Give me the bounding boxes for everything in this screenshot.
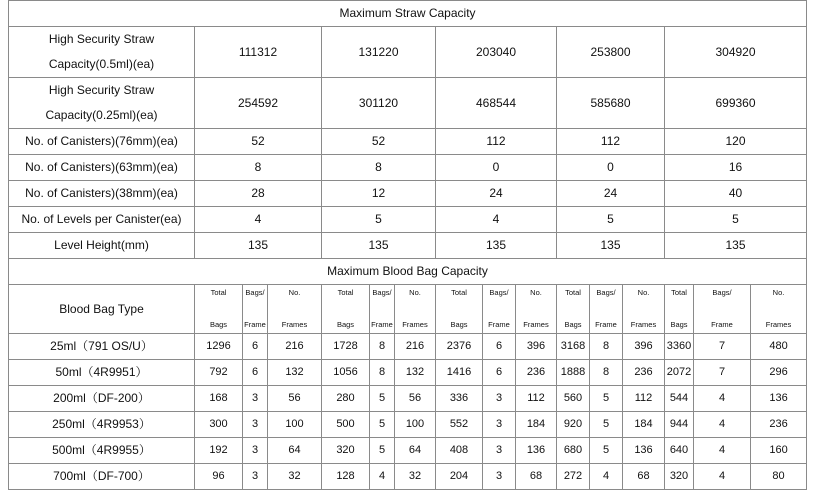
blood-value-cell: 3	[483, 386, 516, 412]
blood-value-cell: 216	[395, 334, 436, 360]
blood-subheader	[243, 285, 268, 334]
blood-value-cell: 5	[590, 412, 623, 438]
straw-value-cell: 0	[557, 155, 665, 181]
blood-subheader	[370, 285, 395, 334]
blood-value-cell: 32	[395, 464, 436, 490]
blood-value-cell: 6	[483, 360, 516, 386]
blood-type-header: Blood Bag Type	[9, 285, 195, 334]
blood-value-cell: 184	[623, 412, 665, 438]
blood-row	[9, 438, 807, 464]
blood-value-cell: 192	[195, 438, 243, 464]
straw-value-cell: 24	[436, 181, 557, 207]
blood-value-cell: 3	[483, 412, 516, 438]
straw-value-cell: 5	[322, 207, 436, 233]
blood-subheader-line2: Bags	[564, 320, 582, 329]
blood-value-cell: 4	[694, 412, 751, 438]
blood-value-cell: 236	[623, 360, 665, 386]
blood-subheader-line1: Total	[671, 288, 687, 297]
blood-subheader-line2: Frame	[244, 320, 266, 329]
blood-value-cell: 8	[590, 334, 623, 360]
blood-value-cell: 7	[694, 334, 751, 360]
blood-value-cell: 6	[243, 360, 268, 386]
straw-value-cell: 52	[322, 129, 436, 155]
blood-subheader	[436, 285, 483, 334]
blood-value-cell: 500	[322, 412, 370, 438]
blood-subheader-line2: Frame	[371, 320, 393, 329]
blood-header-row	[9, 285, 807, 334]
blood-subheader-line1: No.	[637, 288, 650, 297]
blood-subheader	[322, 285, 370, 334]
blood-value-cell: 3360	[665, 334, 694, 360]
blood-value-cell: 792	[195, 360, 243, 386]
blood-value-cell: 300	[195, 412, 243, 438]
blood-subheader-line1: No.	[530, 288, 542, 297]
straw-row-label-line1: No. of Levels per Canister(ea)	[21, 212, 182, 226]
blood-value-cell: 4	[694, 464, 751, 490]
blood-type-label: 50ml（4R9951）	[9, 360, 195, 386]
straw-row	[9, 129, 807, 155]
blood-subheader	[483, 285, 516, 334]
straw-row-label-line1: High Security Straw	[48, 32, 155, 46]
blood-value-cell: 296	[751, 360, 807, 386]
blood-subheader-line2: Frames	[630, 320, 657, 329]
capacity-sheet	[8, 0, 806, 490]
blood-subheader	[623, 285, 665, 334]
blood-subheader	[195, 285, 243, 334]
straw-row-label	[9, 233, 195, 259]
blood-type-label: 700ml（DF-700）	[9, 464, 195, 490]
straw-row	[9, 233, 807, 259]
straw-value-cell: 131220	[322, 27, 436, 78]
straw-value-cell: 135	[436, 233, 557, 259]
straw-row-label-line1: Level Height(mm)	[54, 238, 149, 252]
blood-value-cell: 112	[623, 386, 665, 412]
straw-value-cell: 12	[322, 181, 436, 207]
blood-value-cell: 100	[395, 412, 436, 438]
blood-row	[9, 464, 807, 490]
straw-row-label	[9, 27, 195, 78]
blood-value-cell: 320	[665, 464, 694, 490]
blood-subheader-line2: Bags	[209, 320, 228, 329]
blood-subheader-line1: Total	[210, 288, 227, 297]
blood-subheader-line2: Frames	[402, 320, 428, 329]
straw-value-cell: 111312	[195, 27, 322, 78]
blood-subheader-line2: Frame	[488, 320, 510, 329]
blood-value-cell: 6	[483, 334, 516, 360]
straw-row-label-line1: No. of Canisters)(76mm)(ea)	[25, 134, 178, 148]
straw-value-cell: 8	[322, 155, 436, 181]
blood-subheader-line1: No.	[772, 288, 785, 297]
straw-value-cell: 112	[557, 129, 665, 155]
straw-value-cell: 135	[665, 233, 807, 259]
blood-subheader-line1: No.	[288, 288, 301, 297]
blood-value-cell: 3	[243, 438, 268, 464]
straw-value-cell: 5	[557, 207, 665, 233]
blood-type-label: 250ml（4R9953）	[9, 412, 195, 438]
blood-row	[9, 386, 807, 412]
blood-row	[9, 360, 807, 386]
blood-value-cell: 3	[483, 464, 516, 490]
straw-row-label-line1: No. of Canisters)(63mm)(ea)	[25, 160, 178, 174]
straw-row-label-line1: High Security Straw	[48, 83, 155, 97]
blood-subheader-line1: Bags/	[712, 288, 732, 297]
blood-value-cell: 396	[516, 334, 557, 360]
blood-value-cell: 236	[751, 412, 807, 438]
blood-value-cell: 204	[436, 464, 483, 490]
blood-subheader-line1: Total	[337, 288, 354, 297]
blood-value-cell: 4	[694, 386, 751, 412]
straw-row	[9, 155, 807, 181]
straw-value-cell: 40	[665, 181, 807, 207]
blood-subheader	[751, 285, 807, 334]
straw-row	[9, 181, 807, 207]
blood-subheader-line2: Bags	[670, 320, 688, 329]
straw-value-cell: 254592	[195, 78, 322, 129]
blood-value-cell: 3168	[557, 334, 590, 360]
blood-value-cell: 7	[694, 360, 751, 386]
straw-value-cell: 203040	[436, 27, 557, 78]
blood-value-cell: 3	[483, 438, 516, 464]
blood-type-label: 500ml（4R9955）	[9, 438, 195, 464]
straw-row-label-line2: Capacity(0.25ml)(ea)	[45, 108, 158, 122]
blood-subheader-line1: No.	[409, 288, 421, 297]
blood-value-cell: 56	[395, 386, 436, 412]
straw-value-cell: 135	[195, 233, 322, 259]
blood-value-cell: 944	[665, 412, 694, 438]
blood-value-cell: 1728	[322, 334, 370, 360]
straw-section-title: Maximum Straw Capacity	[9, 1, 807, 27]
straw-value-cell: 135	[557, 233, 665, 259]
blood-subheader-line1: Bags/	[372, 288, 392, 297]
blood-value-cell: 4	[590, 464, 623, 490]
blood-row	[9, 412, 807, 438]
blood-subheader	[268, 285, 322, 334]
straw-row-label-line1: No. of Canisters)(38mm)(ea)	[25, 186, 178, 200]
blood-value-cell: 544	[665, 386, 694, 412]
blood-value-cell: 80	[751, 464, 807, 490]
blood-value-cell: 6	[243, 334, 268, 360]
blood-value-cell: 136	[516, 438, 557, 464]
blood-value-cell: 68	[516, 464, 557, 490]
blood-subheader-line2: Bags	[336, 320, 355, 329]
straw-value-cell: 4	[436, 207, 557, 233]
blood-value-cell: 4	[694, 438, 751, 464]
straw-value-cell: 585680	[557, 78, 665, 129]
blood-value-cell: 68	[623, 464, 665, 490]
blood-value-cell: 396	[623, 334, 665, 360]
blood-value-cell: 480	[751, 334, 807, 360]
blood-value-cell: 320	[322, 438, 370, 464]
straw-value-cell: 24	[557, 181, 665, 207]
blood-value-cell: 280	[322, 386, 370, 412]
straw-value-cell: 0	[436, 155, 557, 181]
straw-row	[9, 27, 807, 78]
blood-value-cell: 236	[516, 360, 557, 386]
blood-subheader-line2: Frames	[281, 320, 308, 329]
blood-value-cell: 3	[243, 386, 268, 412]
blood-value-cell: 1056	[322, 360, 370, 386]
straw-value-cell: 699360	[665, 78, 807, 129]
blood-value-cell: 168	[195, 386, 243, 412]
blood-value-cell: 128	[322, 464, 370, 490]
straw-row-label	[9, 155, 195, 181]
blood-value-cell: 272	[557, 464, 590, 490]
blood-value-cell: 5	[370, 412, 395, 438]
blood-value-cell: 680	[557, 438, 590, 464]
blood-subheader	[557, 285, 590, 334]
blood-value-cell: 136	[751, 386, 807, 412]
blood-value-cell: 160	[751, 438, 807, 464]
blood-value-cell: 5	[370, 386, 395, 412]
blood-value-cell: 216	[268, 334, 322, 360]
blood-value-cell: 1888	[557, 360, 590, 386]
straw-value-cell: 4	[195, 207, 322, 233]
blood-value-cell: 8	[370, 334, 395, 360]
blood-subheader-line1: Bags/	[596, 288, 616, 297]
blood-value-cell: 920	[557, 412, 590, 438]
blood-subheader-line1: Bags/	[489, 288, 509, 297]
blood-value-cell: 132	[395, 360, 436, 386]
blood-value-cell: 184	[516, 412, 557, 438]
blood-value-cell: 1416	[436, 360, 483, 386]
blood-value-cell: 100	[268, 412, 322, 438]
blood-value-cell: 8	[590, 360, 623, 386]
blood-value-cell: 640	[665, 438, 694, 464]
blood-value-cell: 8	[370, 360, 395, 386]
blood-value-cell: 3	[243, 464, 268, 490]
straw-value-cell: 28	[195, 181, 322, 207]
blood-subheader-line2: Frames	[765, 320, 792, 329]
blood-subheader	[590, 285, 623, 334]
blood-subheader	[694, 285, 751, 334]
straw-row-label	[9, 78, 195, 129]
straw-value-cell: 52	[195, 129, 322, 155]
blood-value-cell: 56	[268, 386, 322, 412]
blood-value-cell: 64	[395, 438, 436, 464]
blood-value-cell: 132	[268, 360, 322, 386]
straw-row	[9, 78, 807, 129]
straw-value-cell: 135	[322, 233, 436, 259]
blood-type-label: 25ml（791 OS/U）	[9, 334, 195, 360]
blood-subheader	[395, 285, 436, 334]
straw-value-cell: 5	[665, 207, 807, 233]
blood-value-cell: 560	[557, 386, 590, 412]
blood-value-cell: 5	[590, 438, 623, 464]
blood-subheader	[665, 285, 694, 334]
blood-type-label: 200ml（DF-200）	[9, 386, 195, 412]
blood-subheader-line1: Total	[565, 288, 581, 297]
straw-value-cell: 468544	[436, 78, 557, 129]
blood-value-cell: 408	[436, 438, 483, 464]
blood-subheader-line2: Frames	[523, 320, 549, 329]
blood-value-cell: 3	[243, 412, 268, 438]
straw-value-cell: 304920	[665, 27, 807, 78]
straw-row-label-line2: Capacity(0.5ml)(ea)	[48, 57, 155, 71]
straw-row-label	[9, 129, 195, 155]
blood-value-cell: 32	[268, 464, 322, 490]
capacity-table	[8, 0, 807, 490]
blood-value-cell: 4	[370, 464, 395, 490]
blood-value-cell: 136	[623, 438, 665, 464]
blood-subheader-line1: Bags/	[245, 288, 265, 297]
blood-value-cell: 1296	[195, 334, 243, 360]
blood-subheader-line1: Total	[451, 288, 467, 297]
straw-value-cell: 16	[665, 155, 807, 181]
straw-value-cell: 8	[195, 155, 322, 181]
blood-value-cell: 5	[370, 438, 395, 464]
straw-row	[9, 207, 807, 233]
straw-row-label	[9, 207, 195, 233]
straw-value-cell: 120	[665, 129, 807, 155]
blood-value-cell: 5	[590, 386, 623, 412]
blood-value-cell: 2376	[436, 334, 483, 360]
blood-subheader	[516, 285, 557, 334]
blood-subheader-line2: Bags	[450, 320, 468, 329]
blood-value-cell: 336	[436, 386, 483, 412]
blood-subheader-line2: Frame	[595, 320, 617, 329]
straw-value-cell: 301120	[322, 78, 436, 129]
straw-row-label	[9, 181, 195, 207]
blood-value-cell: 2072	[665, 360, 694, 386]
blood-value-cell: 96	[195, 464, 243, 490]
blood-value-cell: 64	[268, 438, 322, 464]
blood-section-title: Maximum Blood Bag Capacity	[9, 259, 807, 285]
blood-value-cell: 112	[516, 386, 557, 412]
blood-value-cell: 552	[436, 412, 483, 438]
straw-value-cell: 253800	[557, 27, 665, 78]
blood-row	[9, 334, 807, 360]
straw-value-cell: 112	[436, 129, 557, 155]
blood-subheader-line2: Frame	[711, 320, 733, 329]
